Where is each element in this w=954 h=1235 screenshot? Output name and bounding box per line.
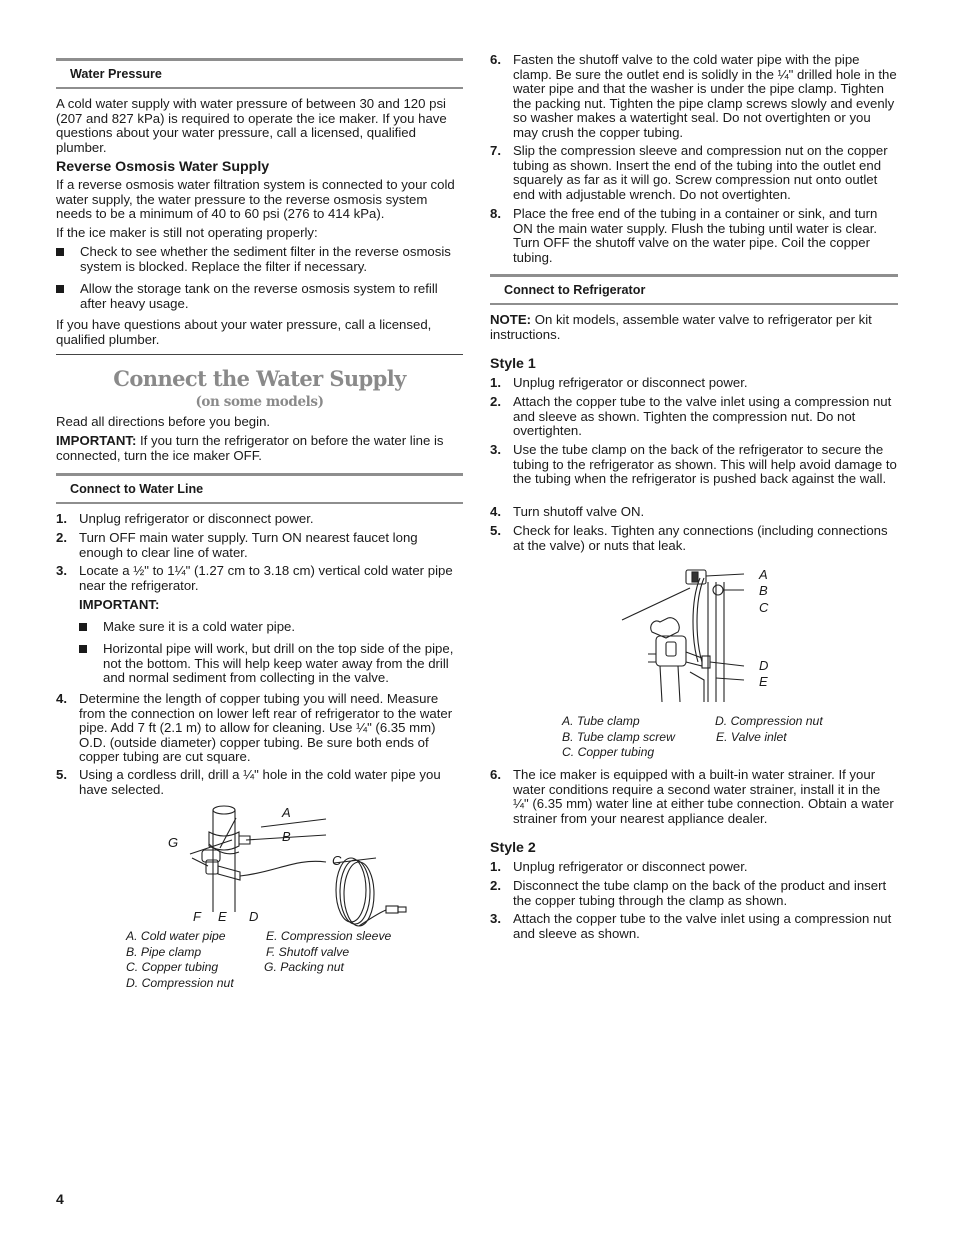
fig1-caption-d: D. Compression nut [126,976,234,990]
water-line-step-4 [56,692,463,765]
section-title: Water Pressure [70,67,162,81]
divider [56,354,463,355]
page-number: 4 [56,1191,64,1207]
step-number: 4. [490,504,501,519]
fig2-caption-c: C. Copper tubing [562,745,655,759]
step-text: Turn OFF main water supply. Turn ON nearest faucet long enough to clear line of water. [79,530,418,560]
step-text: Fasten the shutoff valve to the cold water pipe with the pipe clamp. Be sure the outlet end is solidly in the ¼" drilled hole in the water pipe and that the washer is under the pipe clamp. Tighten the packing nut. Tighten the pipe clamp screws slowly and evenly so washer makes a watertight seal. Do not overtighten or you may crush the copper tubing. [513,52,897,140]
bullet-square-icon [79,645,87,653]
style1-step-3 [490,443,898,487]
step-text: Use the tube clamp on the back of the refrigerator to secure the tubing to the refrigerator as shown. This will help avoid damage to the tubing when the refrigerator is pushed back against the wall. [513,442,897,487]
ro-bullet-1 [56,245,463,274]
fig2-letter-c: C [759,600,769,615]
style1-step-5 [490,524,898,553]
fig1-caption-e: E. Compression sleeve [266,929,392,943]
section-header-refrigerator [490,274,898,305]
bullet-text: Horizontal pipe will work, but drill on the top side of the pipe, not the bottom. This will help keep water away from the drill and normal sediment from collecting in the valve. [103,641,454,686]
step-number: 5. [490,523,501,538]
step-number: 3. [56,563,67,578]
bullet-text: Check to see whether the sediment filter in the reverse osmosis system is blocked. Replace the filter if necessary. [80,244,451,274]
ro-intro: If the ice maker is still not operating properly: [56,225,318,240]
kit-note [490,313,898,342]
fig2-letter-a: A [759,567,768,582]
bullet-text: Make sure it is a cold water pipe. [103,619,296,634]
shutoff-valve-diagram [176,800,416,930]
step3-bullet-1 [79,620,463,635]
fig1-caption-f: F. Shutoff valve [266,945,350,959]
water-line-step-8 [490,207,898,265]
bullet-text: Allow the storage tank on the reverse osmosis system to refill after heavy usage. [80,281,438,311]
water-line-step-2 [56,531,463,560]
style2-step-1 [490,860,898,875]
fig1-caption-b: B. Pipe clamp [126,945,202,959]
step-text: Unplug refrigerator or disconnect power. [79,511,314,526]
bullet-square-icon [79,623,87,631]
fig1-caption-g: G. Packing nut [264,960,344,974]
step-number: 1. [56,511,67,526]
style2-heading: Style 2 [490,840,536,856]
step3-bullet-2 [79,642,463,686]
step-text: Place the free end of the tubing in a container or sink, and turn ON the main water supply. Flush the tubing until water is clear. Turn OFF the shutoff valve on the water pipe. Coil the copper tubing. [513,206,878,265]
fig2-letter-d: D [759,658,769,673]
read-directions: Read all directions before you begin. [56,414,271,429]
connect-water-supply-title: Connect the Water Supply [113,366,406,391]
fig2-caption-e: E. Valve inlet [716,730,787,744]
step-text: Unplug refrigerator or disconnect power. [513,859,748,874]
valve-inlet-diagram [620,562,770,712]
fig1-letter-a: A [282,805,291,820]
step-text: Check for leaks. Tighten any connections (including connections at the valve) or nuts that leak. [513,523,888,553]
fig1-caption-c: C. Copper tubing [126,960,219,974]
ro-heading: Reverse Osmosis Water Supply [56,159,270,175]
water-line-step-5 [56,768,463,797]
step-text: Determine the length of copper tubing you will need. Measure from the connection on lower left rear of refrigerator to the water pipe. Add 7 ft (2.1 m) to allow for cleaning. Use ¼" (6.35 mm) O.D. (outside diameter) copper tubing. Be sure both ends of copper tubing are cut square. [79,691,453,765]
step-text: Locate a ½" to 1¼" (1.27 cm to 3.18 cm) vertical cold water pipe near the refrigerator. [79,563,453,593]
connect-water-supply-subtitle: (on some models) [195,394,324,410]
style1-step-1 [490,376,898,391]
note-text: On kit models, assemble water valve to refrigerator per kit instructions. [490,312,872,342]
bullet-square-icon [56,248,64,256]
fig2-letter-e: E [759,674,768,689]
section-title: Connect to Water Line [70,482,204,496]
step-text: Attach the copper tube to the valve inlet using a compression nut and sleeve as shown. Tighten the compression nut. Do not overtighten. [513,394,892,439]
step-number: 4. [56,691,67,706]
step-number: 1. [490,375,501,390]
step-number: 6. [490,767,501,782]
water-line-step-7 [490,144,898,202]
water-line-step-6 [490,53,898,141]
step-text: The ice maker is equipped with a built-in water strainer. If your water conditions require a second water strainer, install it in the ¼" (6.35 mm) water line at either tube connection. Obtain a water strainer from your nearest appliance dealer. [513,767,894,826]
important-text: If you turn the refrigerator on before the water line is connected, turn the ice maker OFF. [56,433,444,463]
step-number: 7. [490,143,501,158]
note-label: NOTE: [490,312,532,327]
bullet-square-icon [56,285,64,293]
style1-step-4 [490,505,898,520]
fig1-caption-a: A. Cold water pipe [126,929,226,943]
step-number: 5. [56,767,67,782]
step-number: 3. [490,442,501,457]
step-text: Turn shutoff valve ON. [513,504,645,519]
step-text: Disconnect the tube clamp on the back of the product and insert the copper tubing through the clamp as shown. [513,878,887,908]
important-label: IMPORTANT: [56,433,137,448]
step-number: 2. [490,878,501,893]
fig2-letter-b: B [759,583,768,598]
step-number: 8. [490,206,501,221]
ro-closing: If you have questions about your water pressure, call a licensed, qualified plumber. [56,317,432,347]
ro-bullet-2 [56,282,463,311]
step-number: 6. [490,52,501,67]
fig2-caption-d: D. Compression nut [715,714,823,728]
water-line-step-1 [56,512,463,527]
step-number: 3. [490,911,501,926]
pipe-top [213,806,235,814]
step-number: 2. [56,530,67,545]
step-text: Slip the compression sleeve and compression nut on the copper tubing as shown. Insert the end of the tubing into the outlet end squarely as far as it will go. Screw compression nut onto outlet end with adjustable wrench. Do not overtighten. [513,143,888,202]
water-line-step-3 [56,564,463,593]
style1-heading: Style 1 [490,356,536,372]
style2-step-2 [490,879,898,908]
step-text: Attach the copper tube to the valve inlet using a compression nut and sleeve as shown. [513,911,892,941]
fig2-caption-a: A. Tube clamp [562,714,640,728]
section-title: Connect to Refrigerator [504,283,646,297]
ro-text: If a reverse osmosis water filtration system is connected to your cold water supply, the water pressure to the reverse osmosis system needs to be a minimum of 40 to 60 psi (276 to 414 kPa). [56,177,455,222]
style1-step-6 [490,768,898,826]
water-pressure-text: A cold water supply with water pressure of between 30 and 120 psi (207 and 827 kPa) is required to operate the ice maker. If you have questions about your water pressure, call a licensed, qualified plumber. [56,96,447,155]
fig1-letter-d: D [249,909,259,924]
fig2-caption-b: B. Tube clamp screw [562,730,675,744]
fig1-letter-f: F [193,909,201,924]
step3-important-label: IMPORTANT: [79,597,160,612]
fig1-letter-g: G [168,835,179,850]
step-text: Unplug refrigerator or disconnect power. [513,375,748,390]
step-number: 2. [490,394,501,409]
style1-step-2 [490,395,898,439]
fig1-letter-b: B [282,829,291,844]
important-note [56,434,463,463]
section-header-water-pressure [56,58,463,89]
fig1-letter-c: C [332,853,342,868]
step-text: Using a cordless drill, drill a ¼" hole in the cold water pipe you have selected. [79,767,441,797]
step-number: 1. [490,859,501,874]
fig1-letter-e: E [218,909,227,924]
style2-step-3 [490,912,898,941]
section-header-water-line [56,473,463,504]
